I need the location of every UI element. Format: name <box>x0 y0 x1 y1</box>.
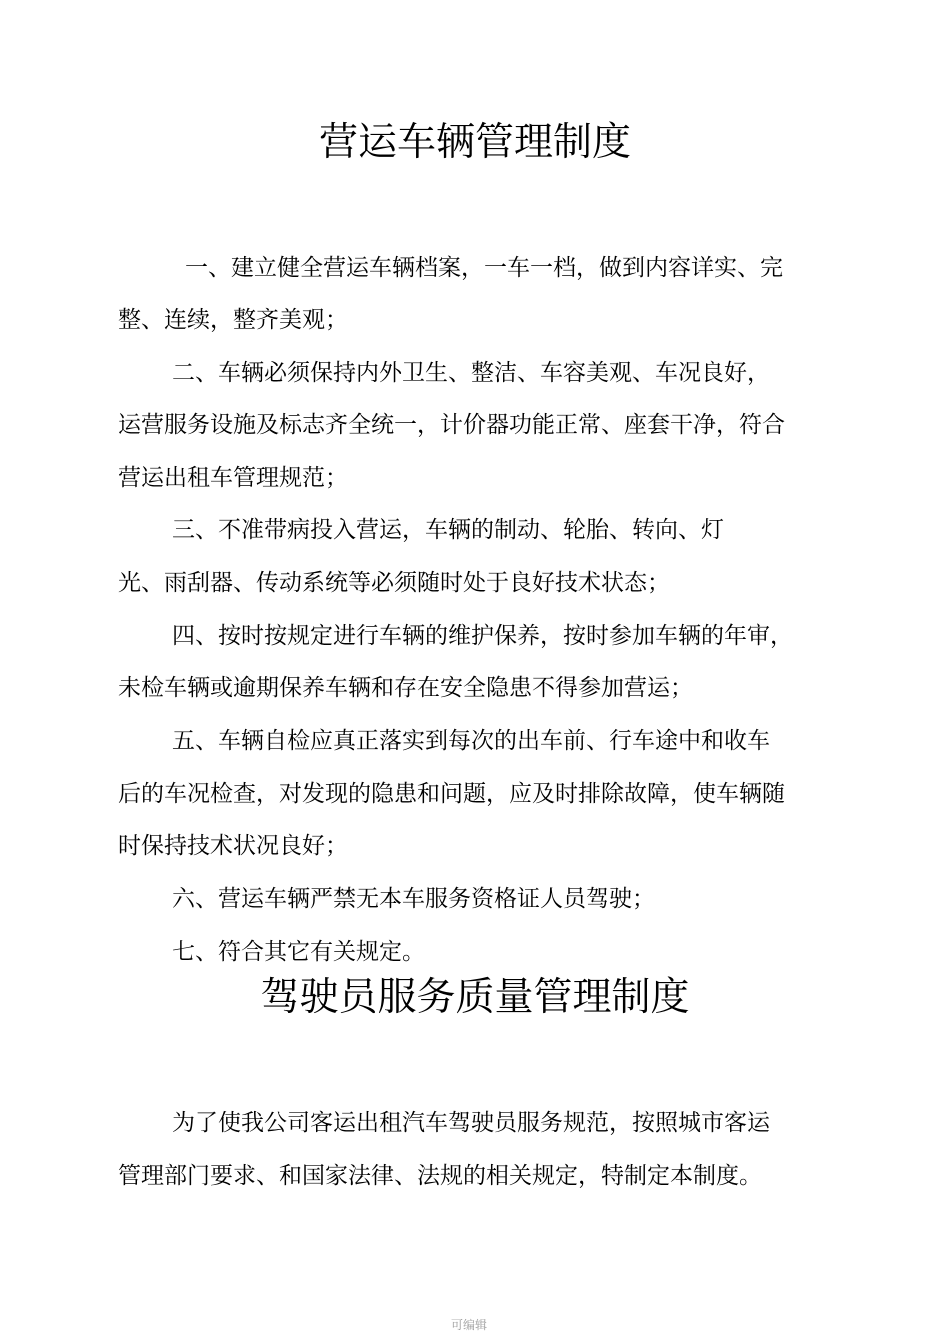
paragraph-line: 五、车辆自检应真正落实到每次的出车前、行车途中和收车 <box>172 728 770 754</box>
paragraph-line: 一、建立健全营运车辆档案，一车一档，做到内容详实、完 <box>185 255 783 281</box>
paragraph-line: 七、符合其它有关规定。 <box>172 939 425 965</box>
document-title-driver-service: 驾驶员服务质量管理制度 <box>260 975 690 1020</box>
paragraph-line: 营运出租车管理规范； <box>118 465 348 491</box>
paragraph-line: 未检车辆或逾期保养车辆和存在安全隐患不得参加营运； <box>118 675 693 701</box>
paragraph-line: 为了使我公司客运出租汽车驾驶员服务规范，按照城市客运 <box>172 1110 770 1136</box>
paragraph-line: 后的车况检查，对发现的隐患和问题，应及时排除故障，使车辆随 <box>118 781 785 807</box>
paragraph-line: 三、不准带病投入营运，车辆的制动、轮胎、转向、灯 <box>172 517 724 543</box>
paragraph-line: 二、车辆必须保持内外卫生、整洁、车容美观、车况良好， <box>172 360 770 386</box>
paragraph-line: 管理部门要求、和国家法律、法规的相关规定，特制定本制度。 <box>118 1163 762 1189</box>
document-title-vehicle-management: 营运车辆管理制度 <box>318 120 631 165</box>
paragraph-line: 光、雨刮器、传动系统等必须随时处于良好技术状态； <box>118 570 670 596</box>
page-footer-editable: 可编辑 <box>451 1318 488 1332</box>
paragraph-line: 时保持技术状况良好； <box>118 833 348 859</box>
paragraph-line: 四、按时按规定进行车辆的维护保养，按时参加车辆的年审， <box>172 623 793 649</box>
paragraph-line: 六、营运车辆严禁无本车服务资格证人员驾驶； <box>172 886 655 912</box>
paragraph-line: 整、连续，整齐美观； <box>118 307 348 333</box>
paragraph-line: 运营服务设施及标志齐全统一，计价器功能正常、座套干净，符合 <box>118 412 785 438</box>
